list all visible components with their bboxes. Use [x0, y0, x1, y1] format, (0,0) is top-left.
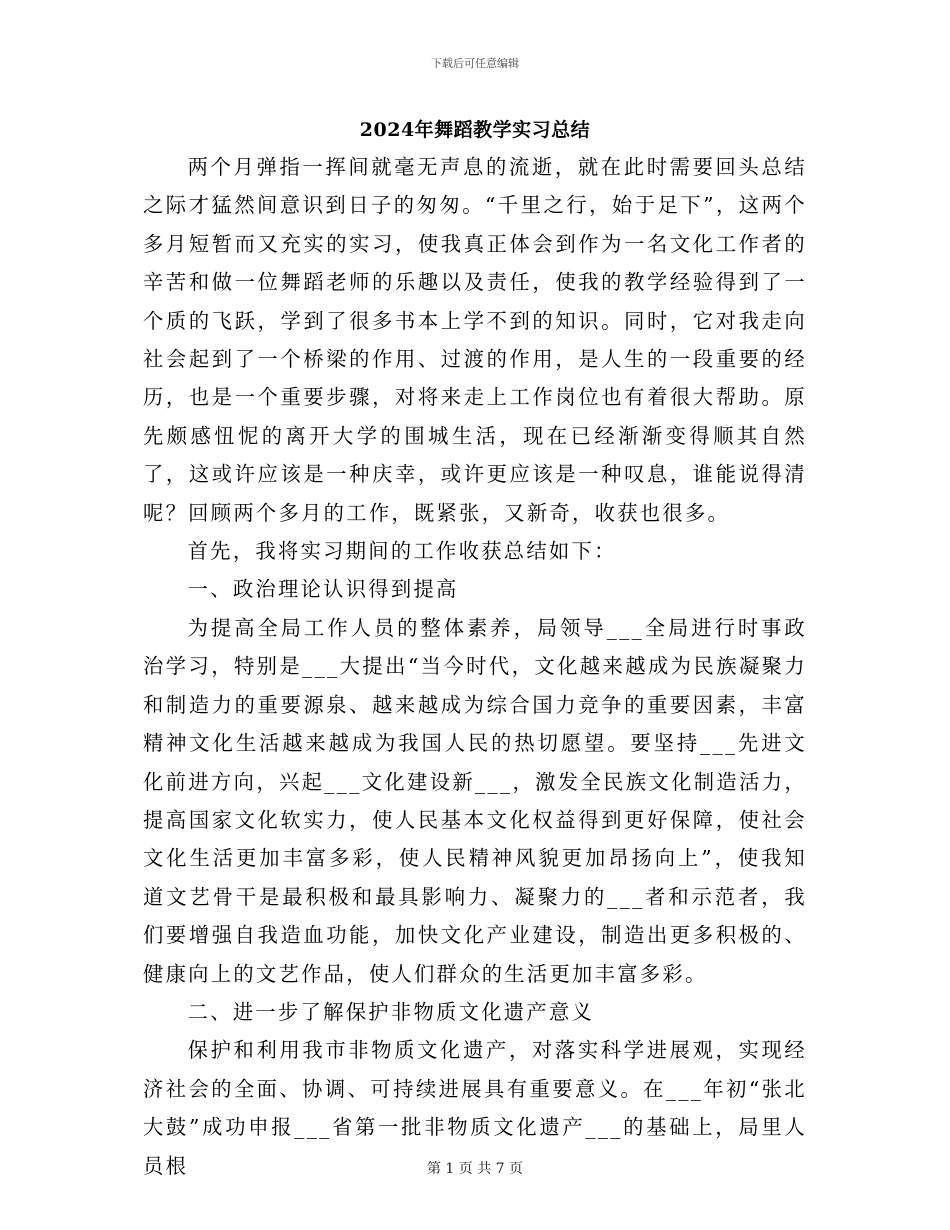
paragraph-politics: 为提高全局工作人员的整体素养，局领导___全局进行时事政治学习，特别是___大提出“当今时代，文化越来越成为民族凝聚力和制造力的重要源泉、越来越成为综合国力竞争的重要因素，丰富精神文化生活越来越成为我国人民的热切愿望。要坚持___先进文化前进方向，兴起___文化建设新___，激发全民族文化制造活力，提高国家文化软实力，使人民基本文化权益得到更好保障，使社会文化生活更加丰富多彩，使人民精神风貌更加昂扬向上”，使我知道文艺骨干是最积极和最具影响力、凝聚力的___者和示范者，我们要增强自我造血功能，加快文化产业建设，制造出更多积极的、健康向上的文艺作品，使人们群众的生活更加丰富多彩。	[143, 615, 807, 986]
section-heading-heritage: 二、进一步了解保护非物质文化遗产意义	[187, 999, 595, 1024]
paragraph-heritage: 保护和利用我市非物质文化遗产，对落实科学进展观，实现经济社会的全面、协调、可持续进展具有重要意义。在___年初“张北大鼓”成功申报___省第一批非物质文化遗产___的基础上，局里人员根	[143, 1038, 807, 1178]
paragraph-intro: 两个月弹指一挥间就毫无声息的流逝，就在此时需要回头总结之际才猛然间意识到日子的匆匆。“千里之行，始于足下”，这两个多月短暂而又充实的实习，使我真正体会到作为一名文化工作者的辛苦和做一位舞蹈老师的乐趣以及责任，使我的教学经验得到了一个质的飞跃，学到了很多书本上学不到的知识。同时，它对我走向社会起到了一个桥梁的作用、过渡的作用，是人生的一段重要的经历，也是一个重要步骤，对将来走上工作岗位也有着很大帮助。原先颇感忸怩的离开大学的围城生活，现在已经渐渐变得顺其自然了，这或许应该是一种庆幸，或许更应该是一种叹息，谁能说得清呢？回顾两个多月的工作，既紧张，又新奇，收获也很多。	[143, 155, 807, 525]
document-body	[143, 148, 807, 1185]
paragraph-summary-lead: 首先，我将实习期间的工作收获总结如下：	[187, 539, 617, 564]
section-heading-politics: 一、政治理论认识得到提高	[187, 577, 459, 602]
document-title: 2024年舞蹈教学实习总结	[359, 119, 591, 141]
page-header-note: 下载后可任意编辑	[431, 57, 519, 70]
page-number: 第 1 页 共 7 页	[426, 1161, 524, 1177]
